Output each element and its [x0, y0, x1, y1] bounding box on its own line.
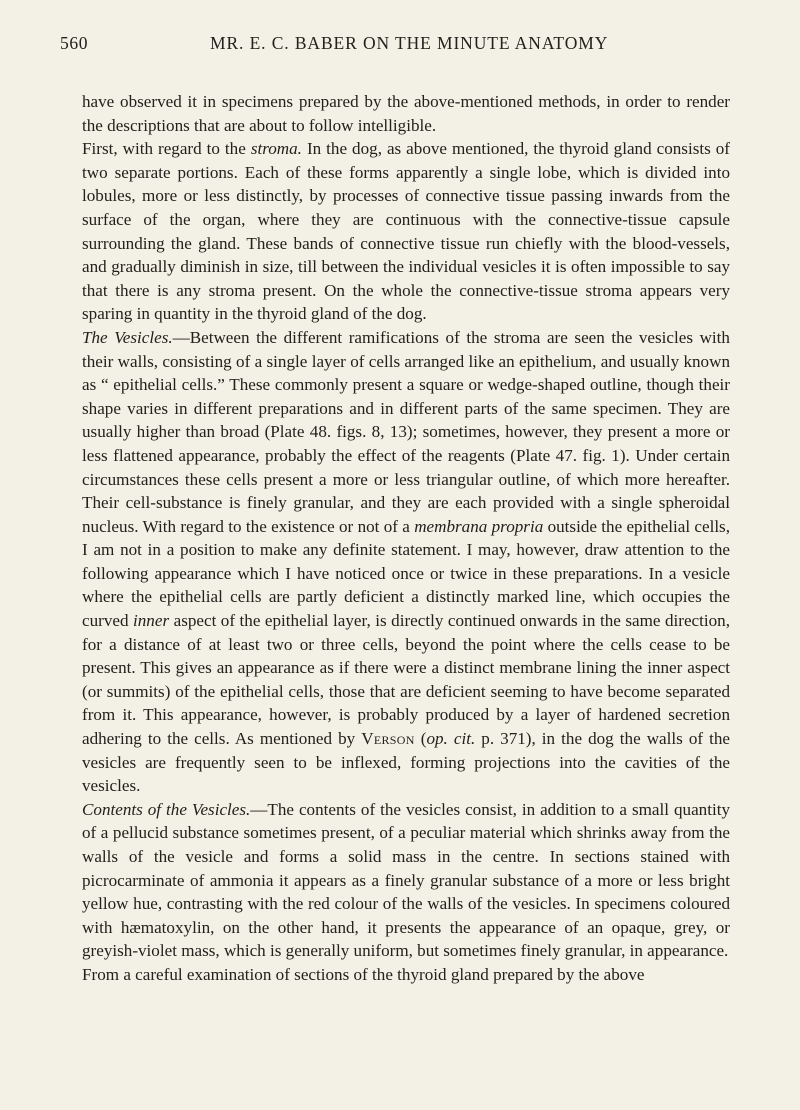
- paragraph-examination: From a careful examination of sections of the thyroid gland prepared by the above: [82, 964, 645, 984]
- page-number: 560: [60, 33, 89, 53]
- author-name-verson: Verson: [361, 729, 415, 749]
- paragraph-continuation: have observed it in specimens prepared by the above-mentioned methods, in order to render the descriptions that are about to follow intelligible.: [82, 92, 730, 135]
- italic-term-membrana-propria: membrana propria: [414, 516, 544, 536]
- page-header: [60, 33, 740, 59]
- text-run: outside the epithelial cells, I am not in a position to make any definite statement. I may, however, draw attention to the following appearance which I have noticed once or twice in these preparations. In a vesicle where the epithelial cells are partly deficient a distinctly marked line, which occupies the curved: [82, 516, 730, 631]
- body-text: [82, 90, 730, 987]
- text-run: (: [414, 729, 427, 749]
- italic-term-inner: inner: [133, 611, 170, 631]
- italic-term-stroma: stroma.: [250, 139, 302, 159]
- text-run: In the dog, as above mentioned, the thyroid gland consists of two separate portions. Each of these forms apparently a single lobe, which is divided into lobules, more or less distinctly, by processes of connective tissue passing inwards from the surface of the organ, where they are continuous with the connective-tissue capsule surrounding the gland. These bands of connective tissue run chiefly with the blood-vessels, and gradually diminish in size, till between the individual vesicles it is often impossible to say that there is any stroma present. On the whole the connective-tissue stroma appears very sparing in quantity in the thyroid gland of the dog.: [82, 139, 730, 324]
- section-heading-contents: Contents of the Vesicles.: [82, 799, 251, 819]
- text-run: —Between the different ramifications of the stroma are seen the vesicles with their walls, consisting of a single layer of cells arranged like an epithelium, and usually known as “ epithelial cells.” These commonly present a square or wedge-shaped outline, though their shape varies in different preparations and in different parts of the same specimen. They are usually higher than broad (Plate 48. figs. 8, 13); sometimes, however, they present a more or less flattened appearance, probably the effect of the reagents (Plate 47. fig. 1). Under certain circumstances these cells present a more or less triangular outline, of which more hereafter. Their cell-substance is finely granular, and they are each provided with a single spheroidal nucleus. With regard to the existence or not of a: [82, 327, 730, 536]
- text-run: aspect of the epithelial layer, is directly continued onwards in the same direction, for a distance of at least two or three cells, beyond the point where the cells cease to be present. This gives an appearance as if there were a distinct membrane lining the inner aspect (or summits) of the epithelial cells, those that are deficient seeming to have become separated from it. This appearance, however, is probably produced by a layer of hardened secretion adhering to the cells. As mentioned by: [82, 611, 730, 749]
- paragraph-stroma: [82, 137, 730, 326]
- text-run: —The contents of the vesicles consist, in addition to a small quantity of a pellucid substance sometimes present, of a peculiar material which shrinks away from the walls of the vesicle and forms a solid mass in the centre. In sections stained with picrocarminate of ammonia it appears as a finely granular substance of a more or less bright yellow hue, contrasting with the red colour of the walls of the vesicles. In specimens coloured with hæmatoxylin, on the other hand, it presents the appearance of an opaque, grey, or greyish-violet mass, which is generally uniform, but sometimes finely granular, in appearance.: [82, 799, 730, 961]
- paragraph-contents: [82, 798, 730, 963]
- text-run: p. 371), in the dog the walls of the vesicles are frequently seen to be inflexed, forming projections into the cavities of the vesicles.: [82, 729, 730, 796]
- text-run: First, with regard to the: [82, 139, 251, 159]
- section-heading-vesicles: The Vesicles.: [82, 327, 173, 347]
- paragraph-vesicles: [82, 326, 730, 798]
- running-title: MR. E. C. BABER ON THE MINUTE ANATOMY: [210, 33, 609, 53]
- citation-op-cit: op. cit.: [426, 729, 476, 749]
